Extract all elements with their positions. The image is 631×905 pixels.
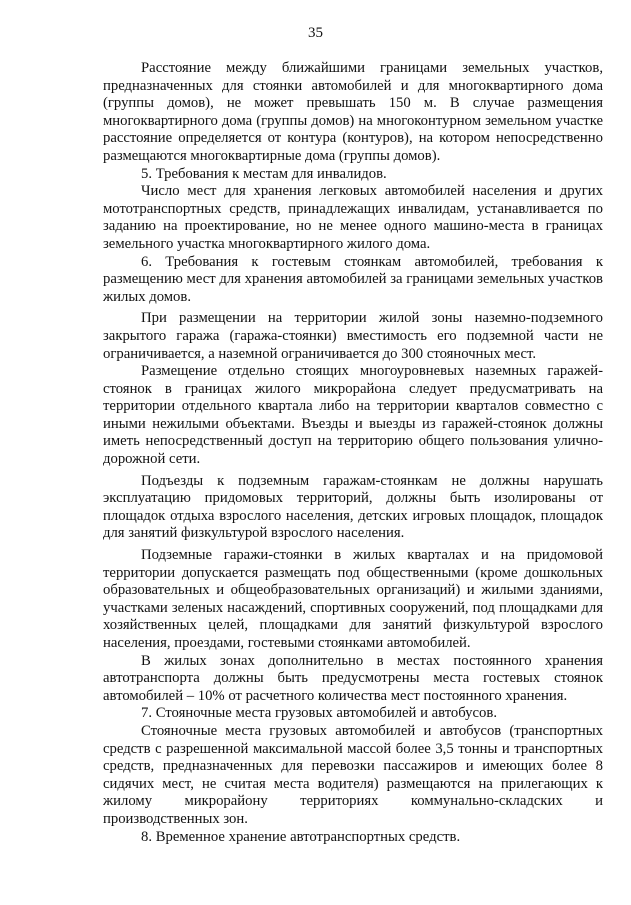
paragraph-multilevel-garages: Размещение отдельно стоящих многоуровневых наземных гаражей-стоянок в границах жилого микрорайона следует предусматривать на территории отдельного квартала либо на территории кварталов совместно с иными нежилыми объектами. Въезды и выезды из гаражей-стоянок должны иметь непосредственный доступ на территорию общего пользования улично-дорожной сети. <box>103 363 603 468</box>
page-number: 35 <box>308 25 323 41</box>
section-6-heading: 6. Требования к гостевым стоянкам автомобилей, требования к размещению мест для хранения автомобилей за границами земельных участков жилых домов. <box>103 253 603 305</box>
paragraph-underground-garages: Подземные гаражи-стоянки в жилых кварталах и на придомовой территории допускается размещать под общественными (кроме дошкольных образовательных и общеобразовательных организаций) и жилыми зданиями, участками зеленых насаждений, спортивных сооружений, под площадками для хозяйственных целей, площадками для занятий физкультурой взрослого населения, проездами, гостевыми стоянками автомобилей. <box>103 547 603 651</box>
document-body <box>103 60 603 846</box>
section-7-heading: 7. Стояночные места грузовых автомобилей и автобусов. <box>141 705 497 722</box>
section-8-heading: 8. Временное хранение автотранспортных средств. <box>141 828 461 845</box>
paragraph-garage-access: Подъезды к подземным гаражам-стоянкам не должны нарушать эксплуатацию придомовых территорий, должны быть изолированы от площадок отдыха взрослого населения, детских игровых площадок, площадок для занятий физкультурой взрослого населения. <box>103 472 603 542</box>
paragraph-garage-capacity: При размещении на территории жилой зоны наземно-подземного закрытого гаража (гаража-стоянки) вместимость его подземной части не ограничивается, а наземной ограничивается до 300 стояночных мест. <box>103 310 603 362</box>
paragraph-disabled-parking: Число мест для хранения легковых автомобилей населения и других мототранспортных средств, принадлежащих инвалидам, устанавливается по заданию на проектирование, но не менее одного машино-места в границах земельного участка многоквартирного жилого дома. <box>103 183 603 252</box>
paragraph-truck-parking: Стояночные места грузовых автомобилей и автобусов (транспортных средств с разрешенной максимальной массой более 3,5 тонны и транспортных средств, предназначенных для перевозки пассажиров и имеющих более 8 сидячих мест, не считая места водителя) размещаются на прилегающих к жилому микрорайону территориях коммунально-складских и производственных зон. <box>103 722 603 827</box>
paragraph-guest-parking: В жилых зонах дополнительно в местах постоянного хранения автотранспорта должны быть предусмотрены места гостевых стоянок автомобилей – 10% от расчетного количества мест постоянного хранения. <box>103 652 603 704</box>
section-5-heading: 5. Требования к местам для инвалидов. <box>141 165 387 182</box>
paragraph-distance-limit: Расстояние между ближайшими границами земельных участков, предназначенных для стоянки автомобилей и для многоквартирного дома (группы домов), не может превышать 150 м. В случае размещения многоквартирного дома (группы домов) на многоконтурном земельном участке расстояние определяется от контура (контуров), на котором непосредственно размещаются многоквартирные дома (группы домов). <box>103 60 603 164</box>
